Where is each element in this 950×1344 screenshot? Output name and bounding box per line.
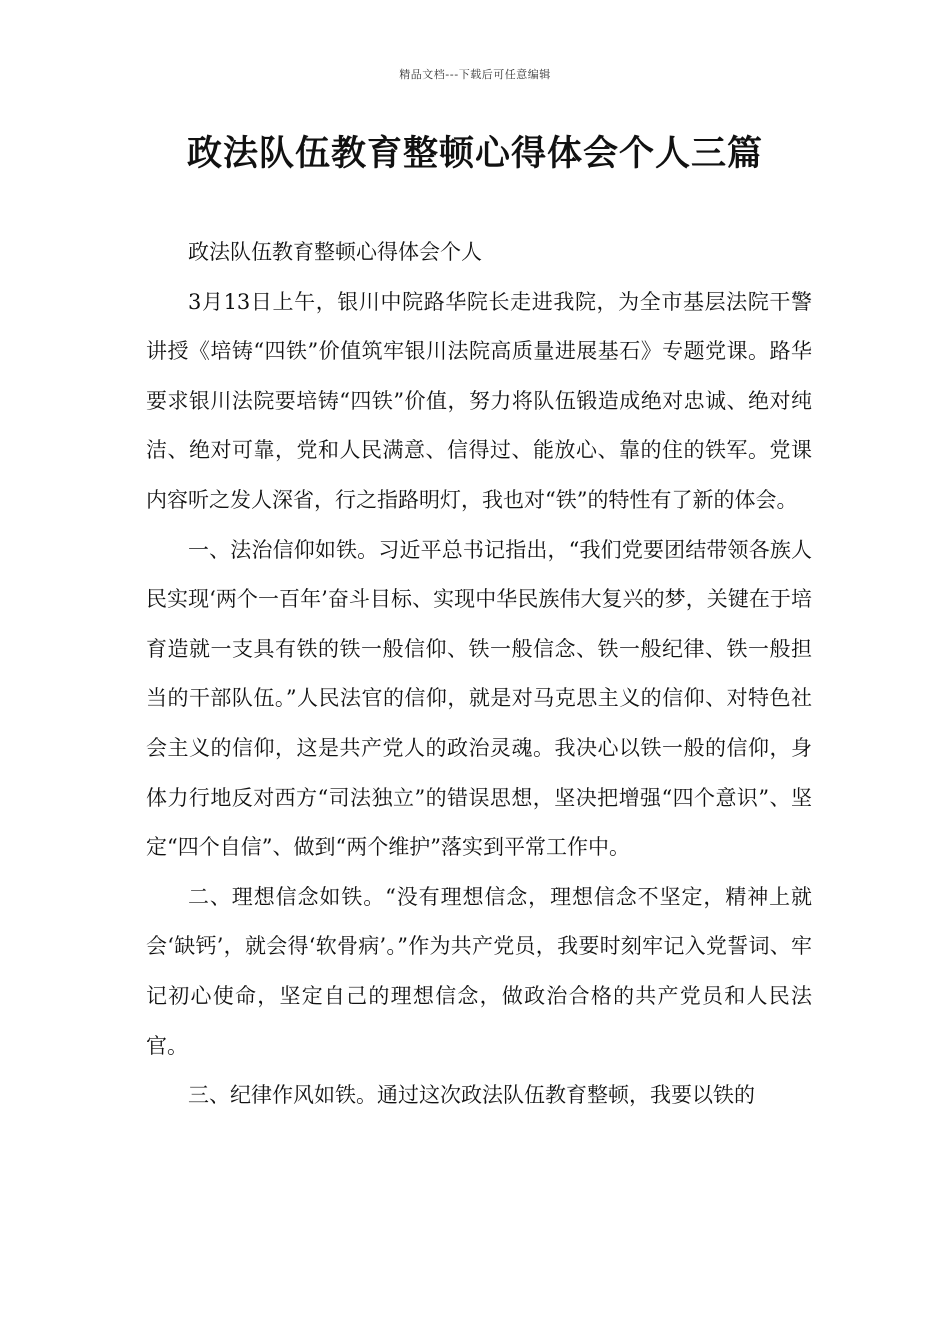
paragraph-intro: 3月13日上午，银川中院路华院长走进我院，为全市基层法院干警讲授《培铸“四铁”价值筑牢银川法院高质量进展基石》专题党课。路华要求银川法院要培铸“四铁”价值，努力将队伍锻造成绝对忠诚、绝对纯洁、绝对可靠，党和人民满意、信得过、能放心、靠的住的铁军。党课内容听之发人深省，行之指路明灯，我也对“铁”的特性有了新的体会。 — [146, 289, 812, 512]
document-title: 政法队伍教育整顿心得体会个人三篇 — [186, 134, 763, 174]
paragraph-section-2: 二、理想信念如铁。“没有理想信念，理想信念不坚定，精神上就会‘缺钙’，就会得‘软骨病’。”作为共产党员，我要时刻牢记入党誓词、牢记初心使命，坚定自己的理想信念，做政治合格的共产党员和人民法官。 — [146, 884, 812, 1058]
header-note: 精品文档---下载后可任意编辑 — [399, 68, 551, 81]
paragraph-section-1: 一、法治信仰如铁。习近平总书记指出，“我们党要团结带领各族人民实现‘两个一百年’奋斗目标、实现中华民族伟大复兴的梦，关键在于培育造就一支具有铁的铁一般信仰、铁一般信念、铁一般纪律、铁一般担当的干部队伍。”人民法官的信仰，就是对马克思主义的信仰、对特色社会主义的信仰，这是共产党人的政治灵魂。我决心以铁一般的信仰，身体力行地反对西方“司法独立”的错误思想，坚决把增强“四个意识”、坚定“四个自信”、做到“两个维护”落实到平常工作中。 — [146, 537, 812, 860]
paragraph-subtitle: 政法队伍教育整顿心得体会个人 — [188, 240, 482, 264]
document-body — [146, 228, 812, 1121]
paragraph-section-3: 三、纪律作风如铁。通过这次政法队伍教育整顿，我要以铁的 — [188, 1083, 755, 1108]
